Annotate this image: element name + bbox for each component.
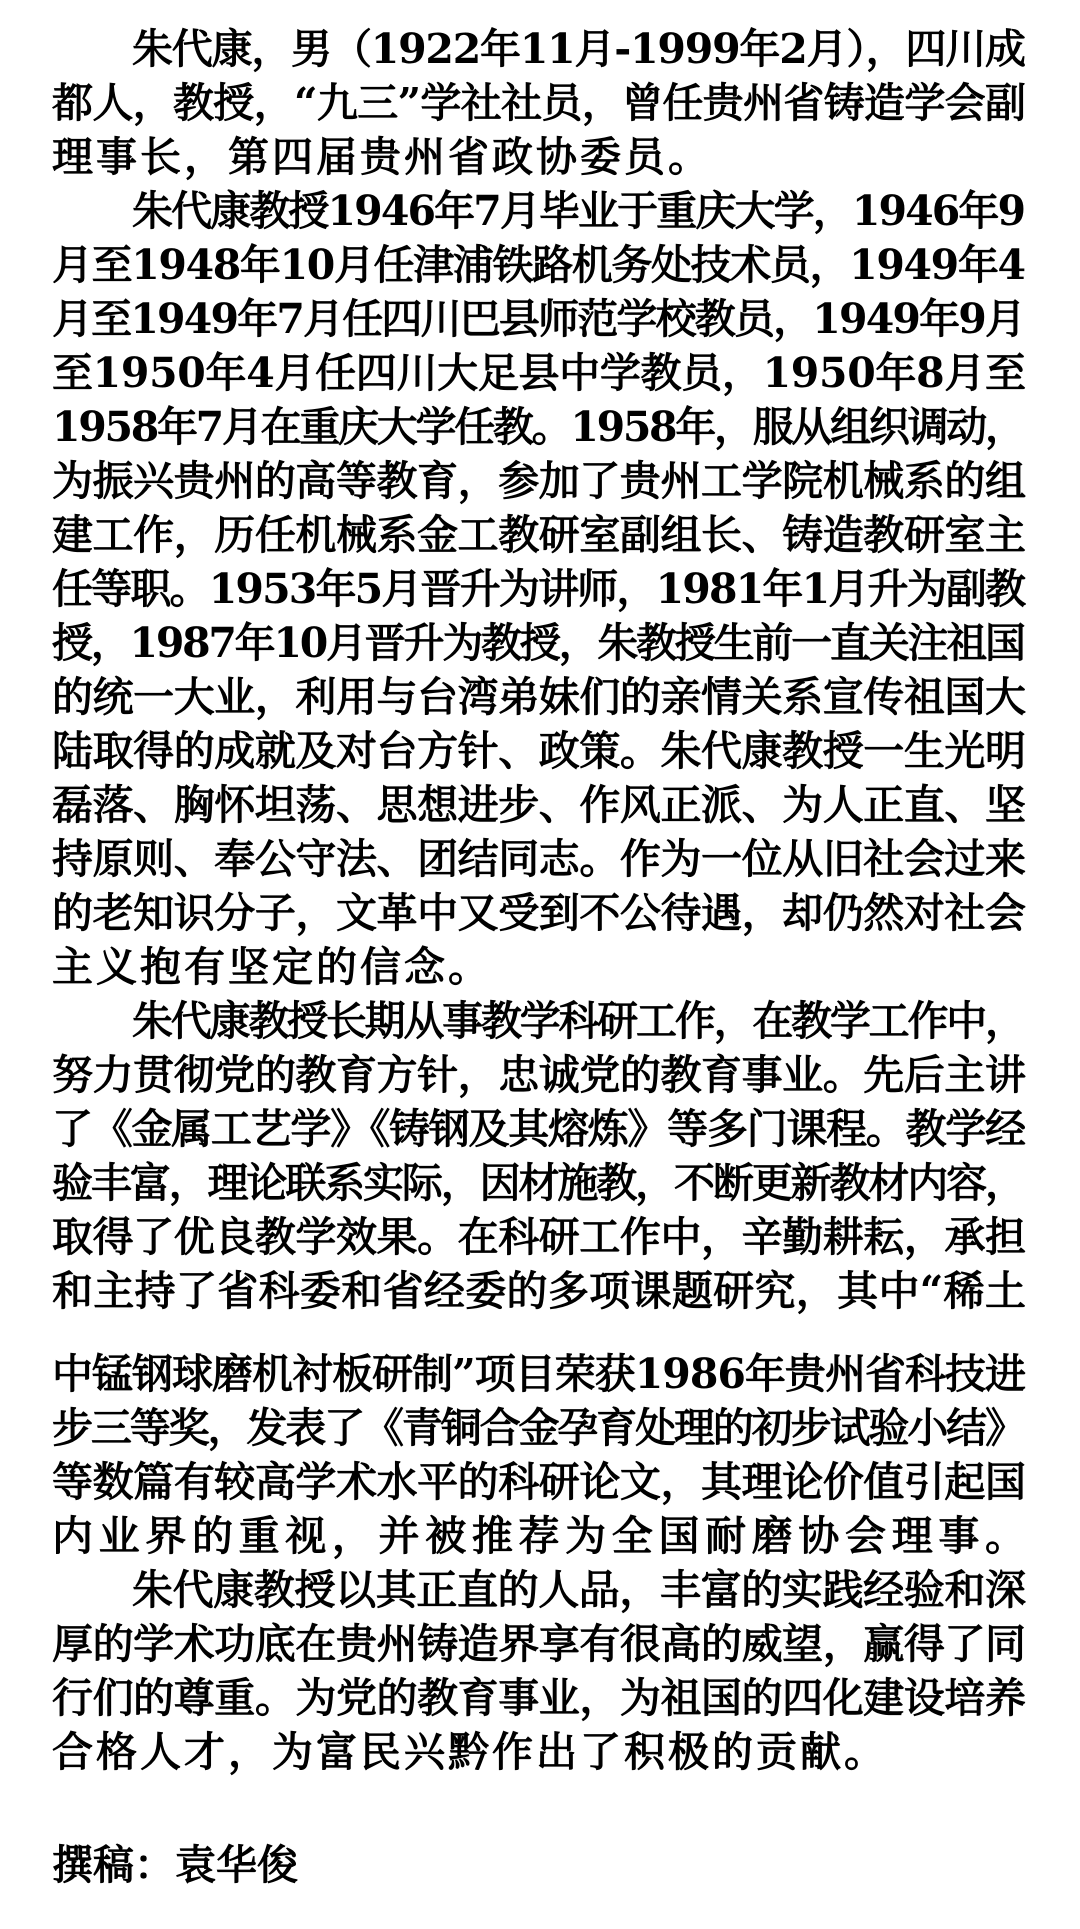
paragraph-4-line-1: 朱代康教授以其正直的人品，丰富的实践经验和深 xyxy=(132,1566,1026,1614)
paragraph-2-line-14: 的老知识分子，文革中又受到不公待遇，却仍然对社会 xyxy=(52,889,1026,937)
paragraph-3-line-2: 努力贯彻党的教育方针，忠诚党的教育事业。先后主讲 xyxy=(52,1051,1026,1099)
paragraph-1-line-2: 都人，教授，“九三”学社社员，曾任贵州省铸造学会副 xyxy=(52,79,1026,127)
paragraph-3-line-9: 等数篇有较高学术水平的科研论文，其理论价值引起国 xyxy=(52,1458,1026,1506)
paragraph-3-line-4: 验丰富，理论联系实际，因材施教，不断更新教材内容， xyxy=(52,1159,1024,1207)
paragraph-2-line-1: 朱代康教授1946年7月毕业于重庆大学，1946年9 xyxy=(132,187,1025,235)
paragraph-2-line-9: 授，1987年10月晋升为教授，朱教授生前一直关注祖国 xyxy=(52,619,1024,667)
paragraph-2-line-4: 至1950年4月任四川大足县中学教员，1950年8月至 xyxy=(52,349,1026,397)
paragraph-2-line-13: 持原则、奉公守法、团结同志。作为一位从旧社会过来 xyxy=(52,835,1026,883)
paragraph-3-line-7: 中锰钢球磨机衬板研制”项目荣获1986年贵州省科技进 xyxy=(52,1350,1026,1398)
paragraph-2-line-5: 1958年7月在重庆大学任教。1958年，服从组织调动， xyxy=(52,403,1024,451)
paragraph-2-line-2: 月至1948年10月任津浦铁路机务处技术员，1949年4 xyxy=(52,241,1025,289)
author-line: 撰稿：袁华俊 xyxy=(52,1841,298,1889)
paragraph-3-line-3: 了《金属工艺学》《铸钢及其熔炼》等多门课程。教学经 xyxy=(52,1105,1025,1153)
paragraph-3-line-10: 内业界的重视，并被推荐为全国耐磨协会理事。 xyxy=(52,1512,1032,1560)
paragraph-2-line-7: 建工作，历任机械系金工教研室副组长、铸造教研室主 xyxy=(52,511,1026,559)
paragraph-4-line-2: 厚的学术功底在贵州铸造界享有很高的威望，赢得了同 xyxy=(52,1620,1026,1668)
paragraph-1-line-3: 理事长，第四届贵州省政协委员。 xyxy=(52,133,712,181)
paragraph-2-line-11: 陆取得的成就及对台方针、政策。朱代康教授一生光明 xyxy=(52,727,1026,775)
paragraph-2-line-15: 主义抱有坚定的信念。 xyxy=(52,943,492,991)
paragraph-3-line-5: 取得了优良教学效果。在科研工作中，辛勤耕耘，承担 xyxy=(52,1213,1026,1261)
paragraph-2-line-8: 任等职。1953年5月晋升为讲师，1981年1月升为副教 xyxy=(52,565,1025,613)
paragraph-2-line-6: 为振兴贵州的高等教育，参加了贵州工学院机械系的组 xyxy=(52,457,1026,505)
paragraph-4-line-3: 行们的尊重。为党的教育事业，为祖国的四化建设培养 xyxy=(52,1674,1026,1722)
paragraph-3-line-1: 朱代康教授长期从事教学科研工作，在教学工作中， xyxy=(132,997,1024,1045)
paragraph-1-line-1: 朱代康，男（1922年11月-1999年2月），四川成 xyxy=(132,25,1025,73)
paragraph-3-line-8: 步三等奖，发表了《青铜合金孕育处理的初步试验小结》 xyxy=(52,1404,1024,1452)
paragraph-2-line-3: 月至1949年7月任四川巴县师范学校教员，1949年9月 xyxy=(52,295,1025,343)
paragraph-4-line-4: 合格人才，为富民兴黔作出了积极的贡献。 xyxy=(52,1728,888,1776)
paragraph-2-line-12: 磊落、胸怀坦荡、思想进步、作风正派、为人正直、坚 xyxy=(52,781,1026,829)
paragraph-3-line-6: 和主持了省科委和省经委的多项课题研究，其中“稀土 xyxy=(52,1267,1027,1315)
paragraph-2-line-10: 的统一大业，利用与台湾弟妹们的亲情关系宣传祖国大 xyxy=(52,673,1026,721)
